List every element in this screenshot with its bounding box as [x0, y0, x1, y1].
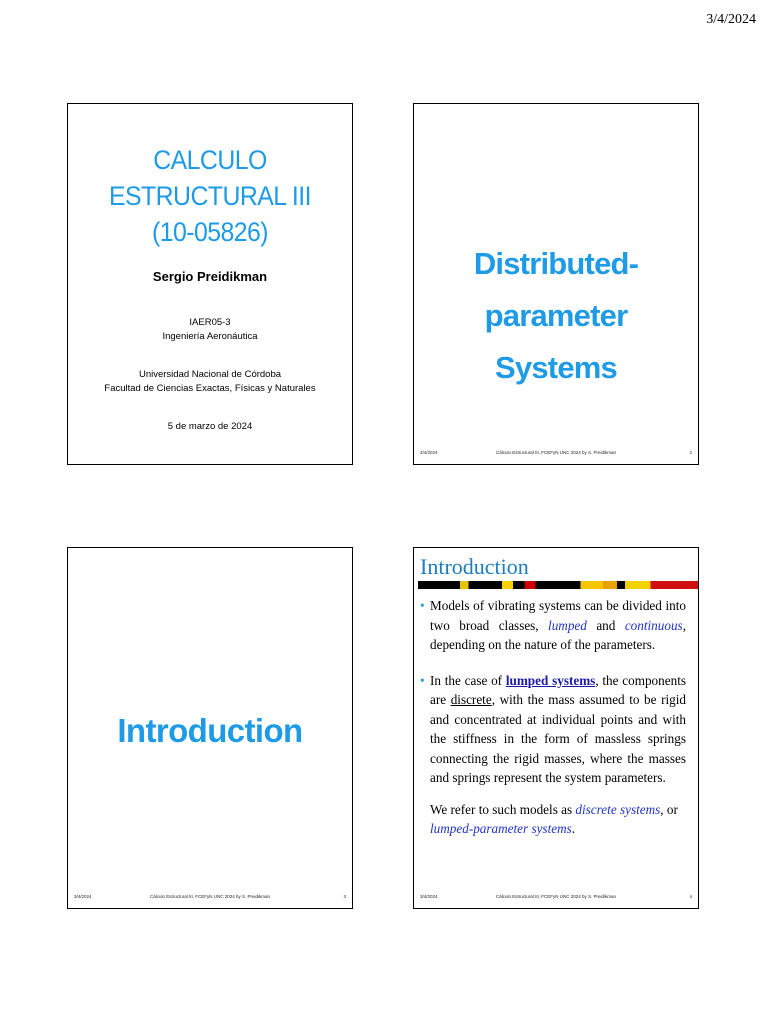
slide-3-footer-text: Cálculo Estructural III, FCEFyN UNC 2024 by S. Preidikman: [149, 894, 271, 899]
bullet-2-text-1: In the case of: [430, 672, 506, 688]
slide-4-heading: Introduction: [420, 554, 529, 579]
bullet-1-text-2: and: [586, 617, 625, 633]
slide-4-footer: [420, 894, 692, 904]
slide-1-program: Ingeniería Aeronáutica: [162, 331, 258, 342]
slide-3-page-number: 3: [343, 894, 346, 899]
term-lumped-systems: lumped systems: [505, 672, 596, 688]
slide-2: [413, 103, 699, 465]
slide-4-footer-text: Cálculo Estructural III, FCEFyN UNC 2024 by S. Preidikman: [495, 894, 617, 899]
slide-2-title-line-2: Systems: [495, 350, 617, 385]
slide-2-footer-date: 3/4/2024: [420, 450, 438, 455]
slide-2-page-number: 2: [689, 450, 692, 455]
slide-4-body: [420, 596, 686, 839]
slide-1: [67, 103, 353, 465]
slide-1-university: Universidad Nacional de Córdoba: [138, 369, 282, 380]
note-text-1: We refer to such models as: [430, 801, 576, 817]
slide-1-title-line-1: CALCULO ESTRUCTURAL III: [109, 145, 311, 211]
slide-1-author: Sergio Preidikman: [152, 269, 268, 284]
slide-4-page-number: 4: [689, 894, 692, 899]
slide-3-footer-date: 3/4/2024: [74, 894, 92, 899]
bullet-2-text-3: , with the mass assumed to be rigid and concentrated at individual points and with the stiffness in the form of massless springs connecting the rigid masses, where the masses and springs represent the system parameters.: [430, 692, 686, 785]
summary-note: [420, 800, 686, 839]
slide-1-institution: [68, 368, 352, 396]
slide-3-footer: [74, 894, 346, 904]
slide-1-title: [79, 142, 340, 250]
page-date: 3/4/2024: [706, 12, 756, 27]
slide-3-title: Introduction: [117, 712, 303, 749]
term-lumped-parameter-systems: lumped-parameter systems: [430, 821, 572, 836]
slide-1-faculty: Facultad de Ciencias Exactas, Físicas y Naturales: [104, 383, 316, 394]
term-lumped: lumped: [548, 617, 587, 633]
bullet-point: [420, 596, 686, 655]
slide-4: [413, 547, 699, 909]
slide-3: [67, 547, 353, 909]
slide-1-course-info: [68, 316, 352, 344]
decorative-stripe: [418, 581, 698, 589]
term-continuous: continuous: [624, 617, 683, 633]
slide-2-title: [414, 238, 698, 394]
bullet-1-text-3: , depending on the nature of the parameters.: [430, 617, 686, 652]
bullet-point: [420, 671, 686, 788]
term-discrete: discrete: [450, 692, 492, 707]
note-text-3: .: [571, 821, 576, 836]
bullet-icon: •: [420, 672, 425, 688]
slide-2-footer-text: Cálculo Estructural III, FCEFyN UNC 2024 by S. Preidikman: [495, 450, 617, 455]
note-text-2: , or: [660, 801, 678, 817]
slide-1-date: 5 de marzo de 2024: [167, 421, 253, 432]
bullet-1-text-1: Models of vibrating systems can be divided into two broad classes,: [430, 598, 686, 633]
slide-2-footer: [420, 450, 692, 460]
slide-1-course-code: IAER05-3: [189, 317, 231, 328]
slide-2-title-line-1: Distributed-parameter: [473, 246, 639, 333]
bullet-2-text-2: , the components are: [430, 672, 686, 707]
slide-1-title-line-2: (10-05826): [151, 217, 269, 247]
bullet-icon: •: [420, 598, 425, 613]
slide-4-footer-date: 3/4/2024: [420, 894, 438, 899]
term-discrete-systems: discrete systems: [575, 801, 661, 817]
